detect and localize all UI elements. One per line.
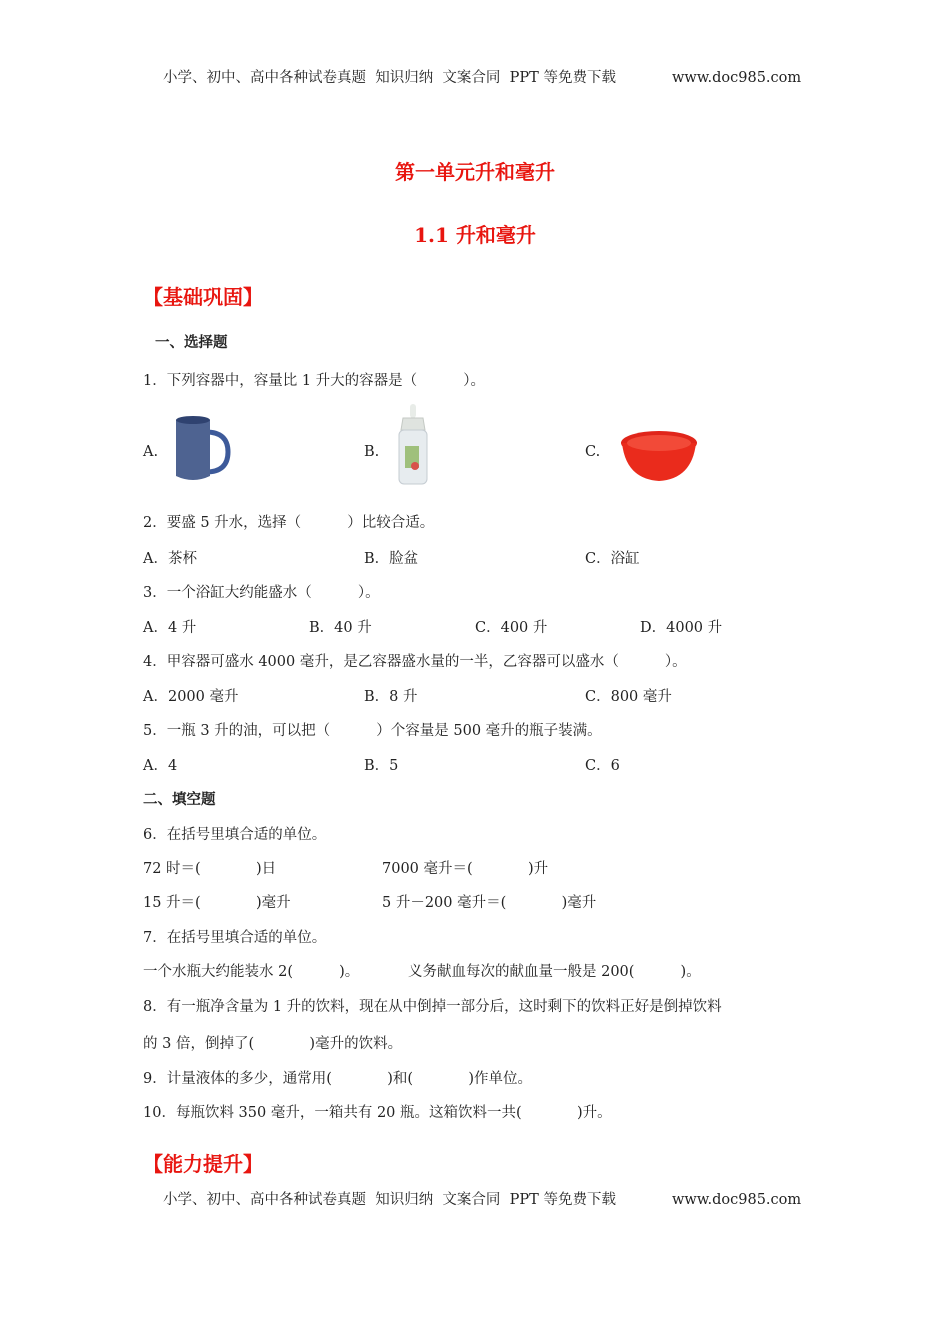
q7-item-2: 义务献血每次的献血量一般是 200( )。 [408,964,701,980]
q1-option-c: C. [585,444,601,460]
q6-item-2: 7000 毫升＝( )升 [382,861,549,877]
part-choice: 一、选择题 [155,334,228,351]
header-text: 小学、初中、高中各种试卷真题 知识归纳 文案合同 PPT 等免费下载 [163,70,616,86]
q5-option-a: A．4 [143,758,178,774]
baby-bottle-image [393,402,433,488]
page-subtitle: 1.1 升和毫升 [414,223,536,247]
q4-option-b: B．8 升 [364,689,418,705]
q3-option-d: D．4000 升 [640,620,723,636]
section-advanced: 【能力提升】 [143,1152,263,1176]
mug-image [168,414,234,486]
footer-text: 小学、初中、高中各种试卷真题 知识归纳 文案合同 PPT 等免费下载 [163,1192,616,1208]
q2-option-b: B．脸盆 [364,551,419,567]
question-8-line2: 的 3 倍，倒掉了( )毫升的饮料。 [143,1036,403,1052]
footer-site[interactable]: www.doc985.com [672,1192,802,1208]
question-3: 3．一个浴缸大约能盛水（ ）。 [143,585,380,601]
q3-option-a: A．4 升 [143,620,197,636]
q6-item-4: 5 升－200 毫升＝( )毫升 [382,895,597,911]
question-9: 9．计量液体的多少，通常用( )和( )作单位。 [143,1071,532,1087]
question-10: 10．每瓶饮料 350 毫升，一箱共有 20 瓶。这箱饮料一共( )升。 [143,1105,612,1121]
part-fill: 二、填空题 [143,791,216,808]
question-6: 6．在括号里填合适的单位。 [143,827,327,843]
q6-item-3: 15 升＝( )毫升 [143,895,291,911]
q3-option-b: B．40 升 [309,620,372,636]
section-basic: 【基础巩固】 [143,285,263,309]
q2-option-a: A．茶杯 [143,551,197,567]
question-8-line1: 8．有一瓶净含量为 1 升的饮料，现在从中倒掉一部分后，这时剩下的饮料正好是倒掉饮料 [143,999,722,1015]
q7-item-1: 一个水瓶大约能装水 2( )。 [143,964,360,980]
q4-option-c: C．800 毫升 [585,689,672,705]
question-2: 2．要盛 5 升水，选择（ ）比较合适。 [143,515,435,531]
page-title: 第一单元升和毫升 [395,160,555,184]
q4-option-a: A．2000 毫升 [143,689,239,705]
question-5: 5．一瓶 3 升的油，可以把（ ）个容量是 500 毫升的瓶子装满。 [143,723,602,739]
q3-option-c: C．400 升 [475,620,548,636]
q1-option-b: B. [364,444,380,460]
question-4: 4．甲容器可盛水 4000 毫升，是乙容器盛水量的一半，乙容器可以盛水（ ）。 [143,654,687,670]
q6-item-1: 72 时＝( )日 [143,861,277,877]
q2-option-c: C．浴缸 [585,551,640,567]
red-bowl-image [618,427,700,483]
q1-option-a: A. [143,444,159,460]
question-1: 1．下列容器中，容量比 1 升大的容器是（ ）。 [143,373,486,389]
header-site[interactable]: www.doc985.com [672,70,802,86]
q5-option-b: B．5 [364,758,399,774]
question-7: 7．在括号里填合适的单位。 [143,930,327,946]
q5-option-c: C．6 [585,758,620,774]
